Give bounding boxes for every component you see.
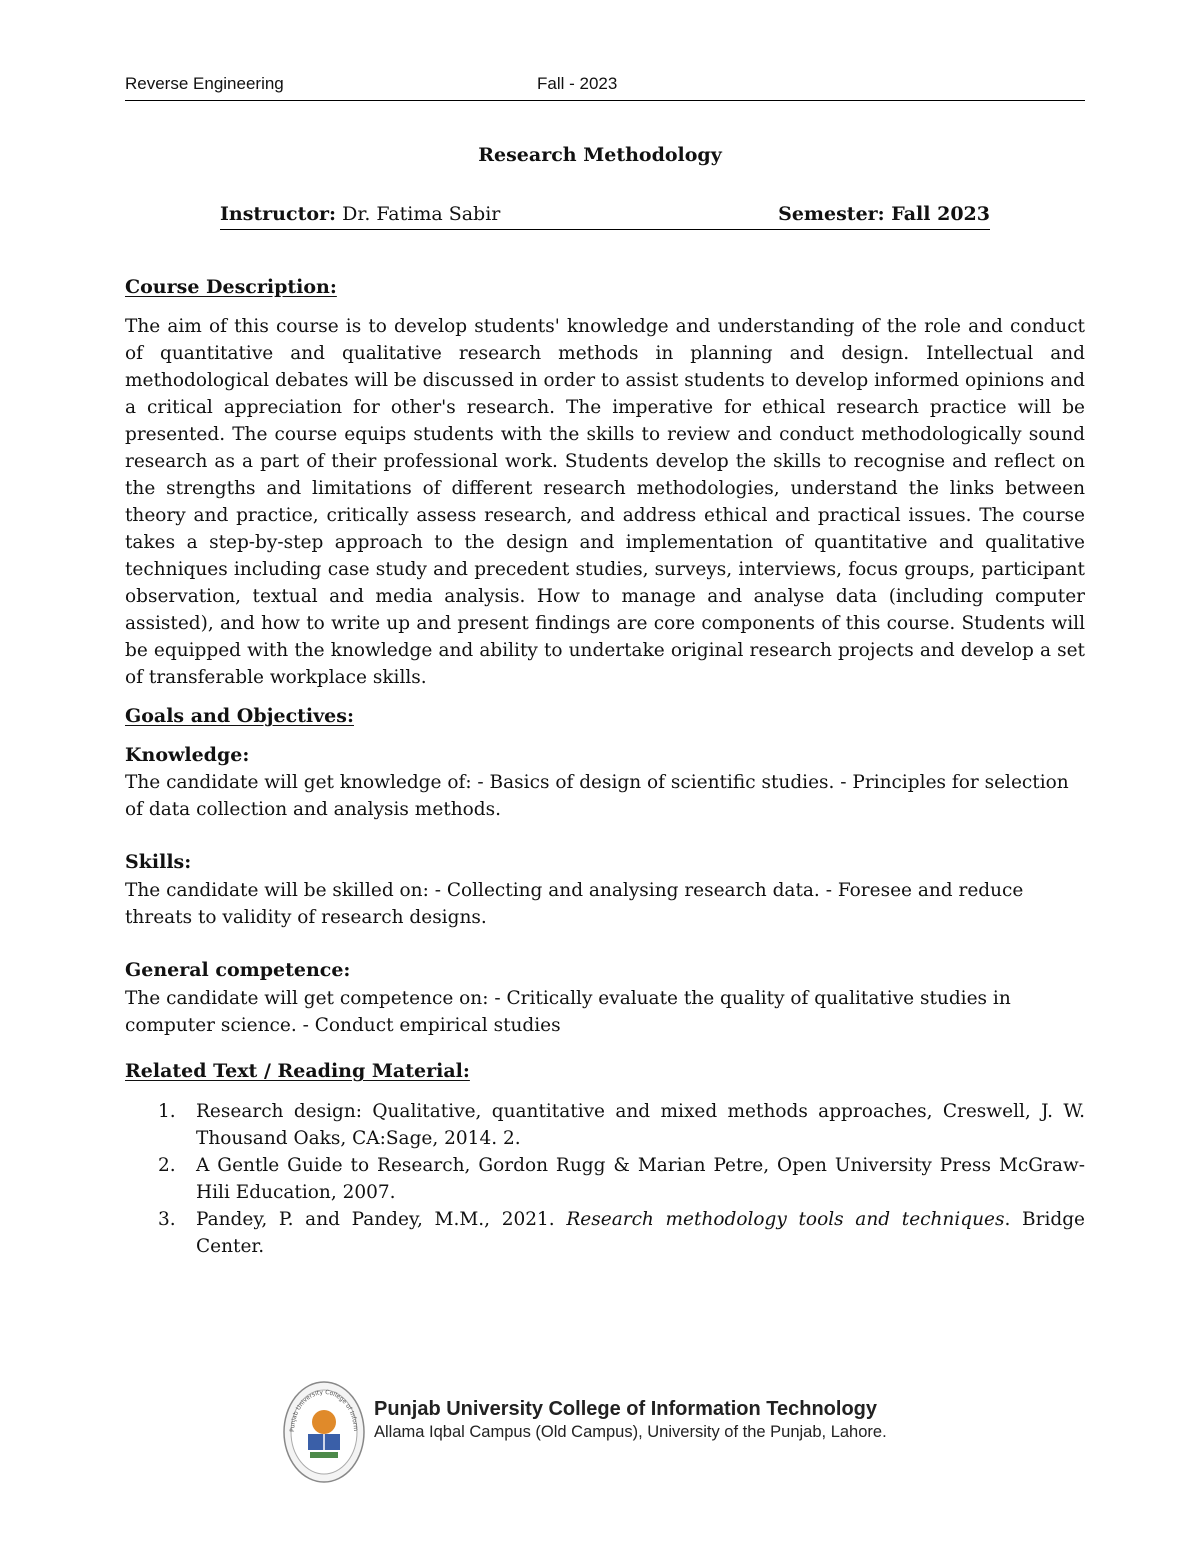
page-header [125,74,1085,101]
reference-number: 1. [158,1101,176,1122]
header-term: Fall - 2023 [537,74,618,93]
competence-text: The candidate will get competence on: - Critically evaluate the quality of qualitative studies in computer science. - Conduct empirical studies [125,988,1011,1036]
instructor-label: Instructor: [220,203,337,225]
competence-label: General competence: [125,959,351,981]
footer [282,1380,942,1485]
reference-item [158,1152,1085,1206]
footer-org-name: Punjab University College of Information Technology [374,1398,878,1420]
knowledge-label: Knowledge: [125,744,250,766]
references-heading: Related Text / Reading Material: [125,1060,470,1082]
course-description-heading: Course Description: [125,276,337,298]
seal-base [310,1452,338,1458]
goals-heading: Goals and Objectives: [125,705,354,727]
instructor-line [220,203,990,230]
instructor-name: Dr. Fatima Sabir [342,203,501,225]
course-description-text: The aim of this course is to develop students' knowledge and understanding of the role and conduct of quantitative and qualitative research methods in planning and design. Intellectual and methodological debates will be discussed in order to assist students to develop informed opinions and a critical appreciation for other's research. The imperative for ethical research practice will be presented. The course equips students with the skills to review and conduct methodologically sound research as a part of their professional work. Students develop the skills to recognise and reflect on the strengths and limitations of different research methodologies, understand the links between theory and practice, critically assess research, and address ethical and practical issues. The course takes a step-by-step approach to the design and implementation of quantitative and qualitative techniques including case study and precedent studies, surveys, interviews, focus groups, participant observation, textual and media analysis. How to manage and analyse data (including computer assisted), and how to write up and present findings are core components of this course. Students will be equipped with the knowledge and ability to undertake original research projects and develop a set of transferable workplace skills. [125,316,1085,688]
document-title: Research Methodology [478,144,722,166]
skills-text: The candidate will be skilled on: - Collecting and analysing research data. - Foresee and reduce threats to validity of research designs. [125,880,1024,928]
university-seal-logo [282,1380,366,1484]
seal-sun [312,1410,336,1434]
reference-text: Research design: Qualitative, quantitative and mixed methods approaches, Creswell, J. W. Thousand Oaks, CA:Sage, 2014. 2. [196,1101,1085,1149]
reference-list [158,1098,1085,1260]
knowledge-text: The candidate will get knowledge of: - Basics of design of scientific studies. - Principles for selection of data collection and analysis methods. [125,772,1069,820]
semester-info: Semester: Fall 2023 [778,203,990,225]
reference-number: 3. [158,1209,176,1230]
reference-text: A Gentle Guide to Research, Gordon Rugg & Marian Petre, Open University Press McGraw-Hili Education, 2007. [196,1155,1085,1203]
seal-ring-text: Punjab University College of Inform [288,1388,360,1433]
reference-number: 2. [158,1155,176,1176]
reference-italic-title: Research methodology tools and techniques [566,1209,1005,1230]
reference-text-after: . Bridge Center. [196,1209,1085,1257]
skills-label: Skills: [125,851,192,873]
reference-item [158,1206,1085,1260]
instructor-info [220,203,500,225]
reference-text-before: Pandey, P. and Pandey, M.M., 2021. [196,1209,567,1230]
footer-campus: Allama Iqbal Campus (Old Campus), University of the Punjab, Lahore. [374,1423,887,1441]
reference-item [158,1098,1085,1152]
header-course: Reverse Engineering [125,74,284,93]
